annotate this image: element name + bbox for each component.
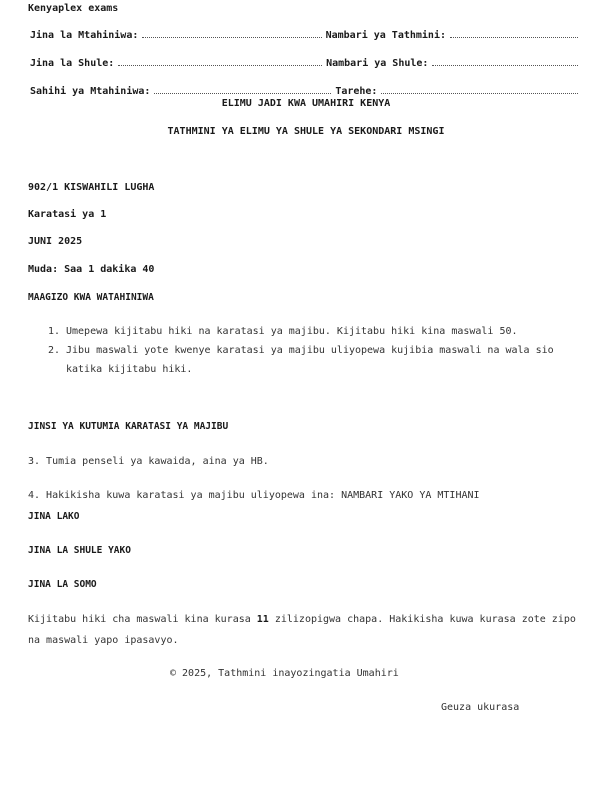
school-number-label: Nambari ya Shule: — [326, 58, 429, 69]
answer-sheet-field-school: JINA LA SHULE YAKO — [28, 545, 131, 556]
date-label: Tarehe: — [335, 86, 378, 97]
title-line-1: ELIMU JADI KWA UMAHIRI KENYA — [221, 98, 391, 109]
instruction-item-3: 3. Tumia penseli ya kawaida, aina ya HB. — [28, 456, 269, 467]
signature-row — [30, 86, 582, 97]
answer-sheet-field-subject: JINA LA SOMO — [28, 579, 97, 590]
assessment-number-line — [450, 37, 578, 38]
school-name-label: Jina la Shule: — [30, 58, 115, 69]
candidate-info-row — [30, 30, 582, 41]
copyright-notice: © 2025, Tathmini inayozingatia Umahiri — [170, 668, 399, 679]
page-count: 11 — [256, 614, 269, 625]
paper-duration: Muda: Saa 1 dakika 40 — [28, 264, 155, 275]
signature-line — [154, 93, 331, 94]
pages-notice: Kijitabu hiki cha maswali kina kurasa 11 zilizopigwa chapa. Hakikisha kuwa kurasa zote zipo na maswali yapo ipasavyo. — [28, 614, 576, 646]
date-line — [381, 93, 578, 94]
school-info-row — [30, 58, 582, 69]
turn-over-note: Geuza ukurasa — [441, 702, 520, 713]
paper-date: JUNI 2025 — [28, 236, 83, 247]
school-number-line — [432, 65, 578, 66]
title-line-2: TATHMINI YA ELIMU YA SHULE YA SEKONDARI MSINGI — [167, 126, 445, 137]
school-name-line — [118, 65, 322, 66]
paper-code: 902/1 KISWAHILI LUGHA — [28, 182, 155, 193]
paper-number: Karatasi ya 1 — [28, 209, 107, 220]
candidate-name-line — [142, 37, 321, 38]
answer-sheet-heading: JINSI YA KUTUMIA KARATASI YA MAJIBU — [28, 421, 229, 432]
assessment-number-label: Nambari ya Tathmini: — [325, 30, 446, 41]
candidate-name-label: Jina la Mtahiniwa: — [30, 30, 139, 41]
answer-sheet-field-name: JINA LAKO — [28, 511, 80, 522]
instructions-heading: MAAGIZO KWA WATAHINIWA — [28, 292, 154, 303]
instructions-list — [48, 322, 588, 379]
brand-header: Kenyaplex exams — [28, 3, 119, 14]
instruction-item-4: 4. Hakikisha kuwa karatasi ya majibu uliyopewa ina: NAMBARI YAKO YA MTIHANI — [28, 490, 480, 501]
list-item: 1. Umepewa kijitabu hiki na karatasi ya majibu. Kijitabu hiki kina maswali 50. — [48, 326, 518, 337]
list-item: 2. Jibu maswali yote kwenye karatasi ya majibu uliyopewa kujibia maswali na wala sio katika kijitabu hiki. — [48, 345, 554, 375]
signature-label: Sahihi ya Mtahiniwa: — [30, 86, 151, 97]
